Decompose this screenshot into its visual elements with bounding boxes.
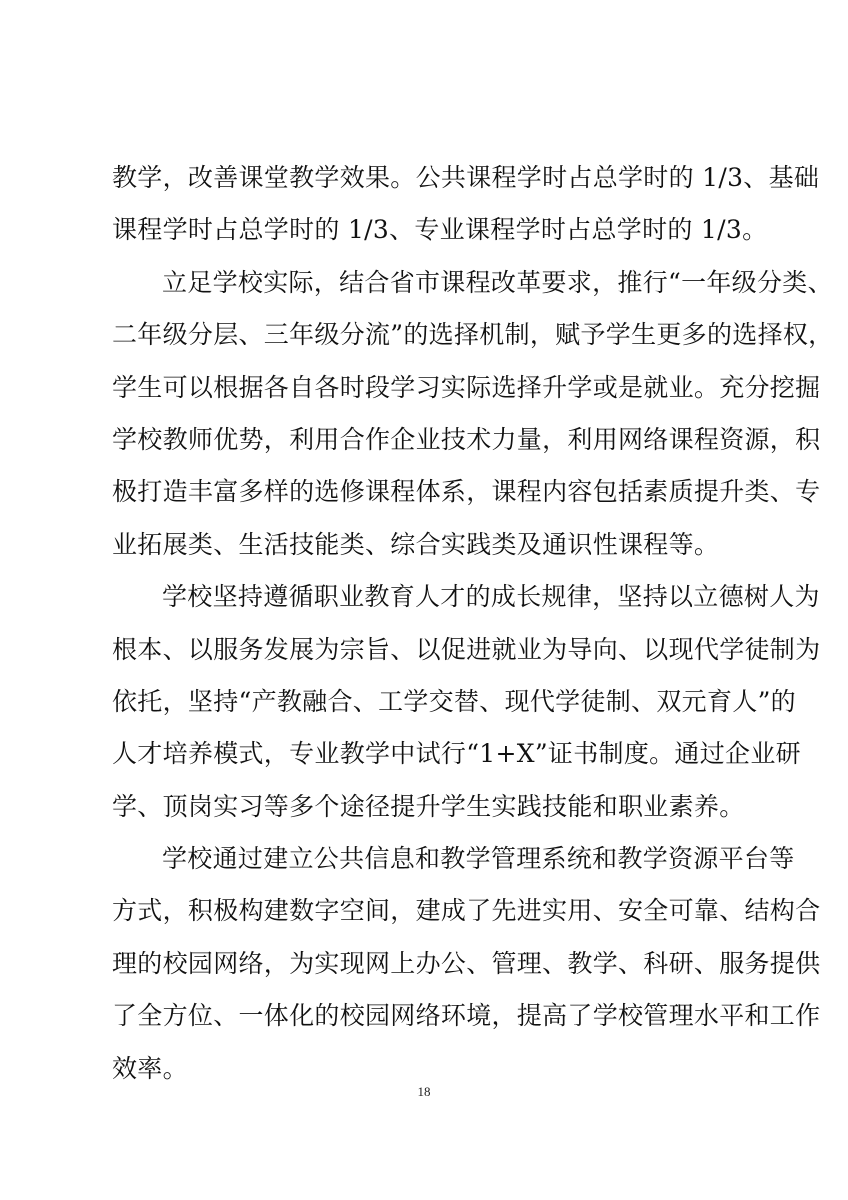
paragraph [112,833,821,1095]
text-line: 理的校园网络，为实现网上办公、管理、教学、科研、服务提供 [112,948,821,978]
text-line: 业拓展类、生活技能类、综合实践类及通识性课程等。 [112,529,720,559]
paragraph [112,152,820,257]
text-line: 学生可以根据各自各时段学习实际选择升学或是就业。充分挖掘 [112,372,821,402]
text-line: 学校坚持遵循职业教育人才的成长规律，坚持以立德树人为 [162,582,820,612]
text-line: 方式，积极构建数字空间，建成了先进实用、安全可靠、结构合 [112,896,821,926]
text-line: 极打造丰富多样的选修课程体系，课程内容包括素质提升类、专 [112,477,821,507]
text-line: 教学，改善课堂教学效果。公共课程学时占总学时的 1/3、基础 [112,163,820,192]
text-line: 了全方位、一体化的校园网络环境，提高了学校管理水平和工作 [112,1001,821,1031]
page-number: 18 [417,1084,431,1099]
body-text [112,152,834,1095]
paragraph [112,571,821,833]
paragraph [112,257,834,571]
text-line: 人才培养模式，专业教学中试行“1+X”证书制度。通过企业研 [112,739,801,769]
text-line: 课程学时占总学时的 1/3、专业课程学时占总学时的 1/3。 [112,215,768,245]
text-line: 根本、以服务发展为宗旨、以促进就业为导向、以现代学徒制为 [112,634,821,664]
text-line: 立足学校实际，结合省市课程改革要求，推行“一年级分类、 [162,267,833,297]
text-line: 学、顶岗实习等多个途径提升学生实践技能和职业素养。 [112,791,745,821]
text-line: 学校教师优势，利用合作企业技术力量，利用网络课程资源，积 [112,424,821,454]
text-line: 二年级分层、三年级分流”的选择机制，赋予学生更多的选择权， [112,320,834,350]
text-line: 效率。 [112,1053,188,1083]
text-line: 依托，坚持“产教融合、工学交替、现代学徒制、双元育人”的 [112,686,796,716]
text-line: 学校通过建立公共信息和教学管理系统和教学资源平台等 [162,844,795,874]
